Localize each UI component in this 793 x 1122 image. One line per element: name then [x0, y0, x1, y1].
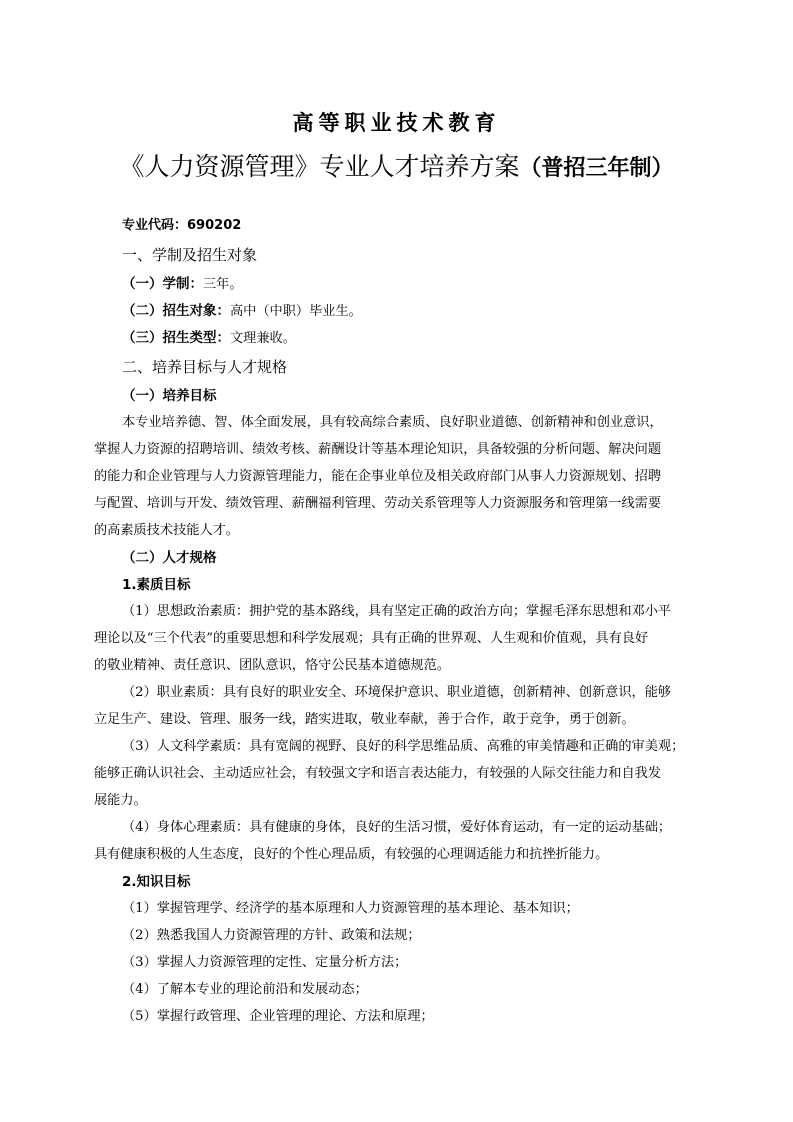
paragraph-line: 理论以及“三个代表”的重要思想和科学发展观；具有正确的世界观、人生观和价值观，具有良好 [94, 631, 649, 646]
knowledge-heading: 2.知识目标 [122, 874, 191, 890]
paragraph-line: 的敬业精神、责任意识、团队意识，恪守公民基本道德规范。 [94, 658, 451, 673]
section1-item-type [122, 328, 296, 349]
paragraph-line: 本专业培养德、智、体全面发展，具有较高综合素质、良好职业道德、创新精神和创业意识， [122, 415, 663, 430]
item-label: （三）招生类型： [122, 330, 230, 346]
paragraph-line: 展能力。 [94, 793, 147, 808]
item-label: （二）招生对象： [122, 303, 230, 319]
paragraph-line: 能够正确认识社会、主动适应社会，有较强文字和语言表达能力，有较强的人际交往能力和自我发 [94, 766, 662, 781]
item-value: 三年。 [203, 277, 243, 292]
paragraph-line: 具有健康积极的人生态度，良好的个性心理品质，有较强的心理调适能力和抗挫折能力。 [94, 847, 609, 862]
list-item: （1）掌握管理学、经济学的基本原理和人力资源管理的基本理论、基本知识； [122, 901, 579, 916]
subtitle-suffix: （普招三年制） [519, 156, 674, 181]
paragraph-line: 与配置、培训与开发、绩效管理、薪酬福利管理、劳动关系管理等人力资源服务和管理第一线需要 [94, 496, 662, 511]
document-subtitle [0, 147, 793, 189]
paragraph-line: 的高素质技术技能人才。 [94, 523, 240, 538]
quality-heading: 1.素质目标 [122, 577, 191, 593]
major-code-value: 690202 [187, 218, 242, 233]
major-code-label: 专业代码： [122, 218, 188, 233]
sub2-heading: （二）人才规格 [122, 550, 217, 566]
paragraph-line: 掌握人力资源的招聘培训、绩效考核、薪酬设计等基本理论知识，具备较强的分析问题、解决问题 [94, 442, 662, 457]
item-value: 高中（中职）毕业生。 [230, 304, 362, 319]
section2-heading: 二、培养目标与人才规格 [122, 358, 288, 376]
paragraph-line: 的能力和企业管理与人力资源管理能力，能在企事业单位及相关政府部门从事人力资源规划、招聘 [94, 469, 662, 484]
list-item: （2）熟悉我国人力资源管理的方针、政策和法规； [122, 928, 421, 943]
major-code [122, 216, 241, 236]
section1-item-duration [122, 274, 243, 295]
document-title: 高等职业技术教育 [292, 111, 501, 135]
paragraph-line: （1）思想政治素质：拥护党的基本路线，具有坚定正确的政治方向；掌握毛泽东思想和邓小平 [122, 604, 672, 619]
sub1-heading: （一）培养目标 [122, 388, 217, 404]
section1-heading: 一、学制及招生对象 [122, 246, 258, 264]
section1-item-target [122, 301, 362, 322]
subtitle-main: 《人力资源管理》专业人才培养方案 [119, 152, 520, 181]
paragraph-line: 立足生产、建设、管理、服务一线，踏实进取，敬业奉献，善于合作，敢于竞争，勇于创新。 [94, 712, 635, 727]
paragraph-line: （2）职业素质：具有良好的职业安全、环境保护意识、职业道德，创新精神、创新意识，能够 [122, 685, 672, 700]
item-value: 文理兼收。 [230, 331, 296, 346]
list-item: （5）掌握行政管理、企业管理的理论、方法和原理； [122, 1009, 434, 1024]
list-item: （4）了解本专业的理论前沿和发展动态； [122, 982, 368, 997]
item-label: （一）学制： [122, 276, 203, 292]
list-item: （3）掌握人力资源管理的定性、定量分析方法； [122, 955, 408, 970]
paragraph-line: （3）人文科学素质：具有宽阔的视野、良好的科学思维品质、高雅的审美情趣和正确的审美观； [122, 739, 685, 754]
paragraph-line: （4）身体心理素质：具有健康的身体，良好的生活习惯，爱好体育运动，有一定的运动基础； [122, 820, 672, 835]
